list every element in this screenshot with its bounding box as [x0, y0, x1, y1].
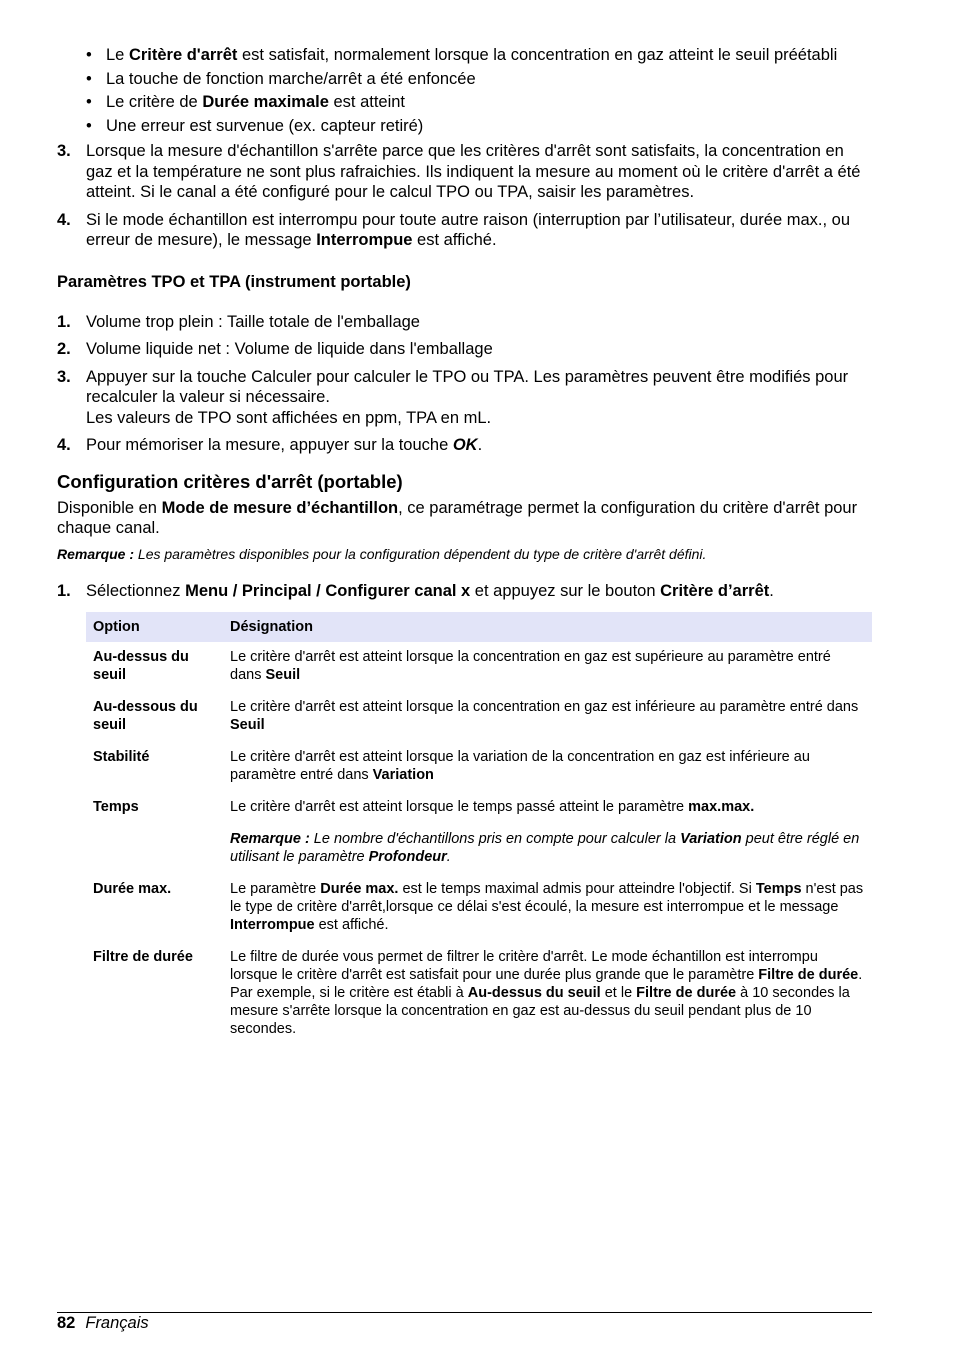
option-cell: Au-dessus du seuil	[93, 649, 189, 683]
step-text: Volume liquide net : Volume de liquide dans l'emballage	[86, 340, 493, 358]
steps-measure	[57, 141, 872, 251]
table-row	[86, 742, 872, 792]
list-item: • Le Critère d'arrêt est satisfait, normalement lorsque la concentration en gaz atteint le seuil préétabli	[86, 45, 872, 66]
table-row	[86, 642, 872, 692]
step-item	[57, 339, 872, 360]
intro-paragraph: Disponible en Mode de mesure d’échantillon, ce paramétrage permet la configuration du critère d'arrêt pour chaque canal.	[57, 498, 858, 537]
column-header: Option	[86, 612, 223, 642]
description-cell: Le filtre de durée vous permet de filtrer le critère d'arrêt. Le mode échantillon est interrompu lorsque le critère d'arrêt est satisfait pour une durée plus grande que le paramètre Filtre de durée. Par exemple, si le critère est établi à Au-dessus du seuil et le Filtre de durée à 10 secondes la mesure s'arrête lorsque la concentration en gaz est au-dessus du seuil pendant plus de 10 secondes.	[230, 949, 863, 1037]
step-text: Sélectionnez Menu / Principal / Configurer canal x et appuyez sur le bouton Critère d’arrêt.	[86, 581, 774, 600]
list-item: • La touche de fonction marche/arrêt a été enfoncée	[86, 69, 872, 90]
step-item	[57, 435, 872, 456]
step-number: 3.	[57, 142, 71, 160]
step-number: 2.	[57, 340, 71, 358]
stop-reasons-list	[86, 45, 872, 136]
table-row	[86, 942, 872, 1046]
step-item	[57, 367, 872, 429]
step-item	[57, 581, 872, 602]
step-number: 4.	[57, 210, 71, 229]
list-item: • Une erreur est survenue (ex. capteur retiré)	[86, 116, 872, 137]
step-text: Appuyer sur la touche Calculer pour calculer le TPO ou TPA. Les paramètres peuvent être modifiés pour recalculer la valeur si nécessaire. Les valeurs de TPO sont affichées en ppm, TPA en mL.	[86, 367, 849, 427]
language-label: Français	[85, 1314, 149, 1332]
list-item: • Le critère de Durée maximale est atteint	[86, 92, 872, 113]
step-text: Si le mode échantillon est interrompu pour toute autre raison (interruption par l’utilisateur, durée max., ou erreur de mesure), le message Interrompue est affiché.	[86, 210, 850, 249]
table-note: Remarque : Le nombre d'échantillons pris en compte pour calculer la Variation peut être réglé en utilisant le paramètre Profondeur.	[230, 831, 860, 865]
step-item	[57, 141, 872, 203]
step-text: Lorsque la mesure d'échantillon s'arrête parce que les critères d'arrêt sont satisfaits, la concentration en gaz et la température ne sont plus rafraichies. Ils indiquent la mesure au moment où le critère d'arrêt a été atteint. Si le canal a été configuré pour le calcul TPO ou TPA, saisir les paramètres.	[86, 142, 861, 201]
description-cell: Le critère d'arrêt est atteint lorsque la variation de la concentration en gaz est inférieure au paramètre entré dans Variation	[230, 749, 810, 783]
table-header-row	[86, 612, 872, 642]
step-item	[57, 312, 872, 333]
subsection-heading: Paramètres TPO et TPA (instrument portable)	[57, 272, 411, 291]
option-cell: Stabilité	[93, 749, 150, 765]
options-table	[86, 612, 872, 1046]
table-row	[86, 874, 872, 942]
step-number: 4.	[57, 436, 71, 454]
table-row	[86, 692, 872, 742]
steps-tpo-tpa	[57, 312, 872, 456]
page-number: 82 Français	[57, 1314, 149, 1332]
description-cell: Le critère d'arrêt est atteint lorsque la concentration en gaz est supérieure au paramètre entré dans Seuil	[230, 649, 831, 683]
description-cell: Le critère d'arrêt est atteint lorsque le temps passé atteint le paramètre max.max. Remarque : Le nombre d'échantillons pris en compte pour calculer la Variation peut être réglé en utilisant le paramètre Profondeur.	[223, 792, 872, 874]
option-cell: Durée max.	[93, 881, 172, 897]
step-text: Pour mémoriser la mesure, appuyer sur la touche OK.	[86, 436, 483, 454]
option-cell: Au-dessous du seuil	[93, 699, 198, 733]
option-cell: Filtre de durée	[93, 949, 193, 965]
step-number: 1.	[57, 312, 71, 331]
page-content	[57, 45, 872, 1046]
table-row	[86, 792, 872, 874]
option-cell: Temps	[93, 799, 139, 815]
page-footer	[57, 1312, 872, 1332]
column-header: Désignation	[223, 612, 872, 642]
note: Remarque : Les paramètres disponibles pour la configuration dépendent du type de critère d'arrêt défini.	[57, 545, 707, 562]
step-text: Volume trop plein : Taille totale de l'emballage	[86, 312, 420, 331]
section-title: Configuration critères d'arrêt (portable)	[57, 470, 403, 492]
step-number: 1.	[57, 581, 71, 600]
step-number: 3.	[57, 367, 71, 386]
description-cell: Le critère d'arrêt est atteint lorsque la concentration en gaz est inférieure au paramètre entré dans Seuil	[230, 699, 859, 733]
description-cell: Le paramètre Durée max. est le temps maximal admis pour atteindre l'objectif. Si Temps n'est pas le type de critère d'arrêt,lorsque ce délai s'est écoulé, la mesure est interrompue et le message Interrompue est affiché.	[230, 881, 864, 933]
step-item	[57, 210, 872, 251]
